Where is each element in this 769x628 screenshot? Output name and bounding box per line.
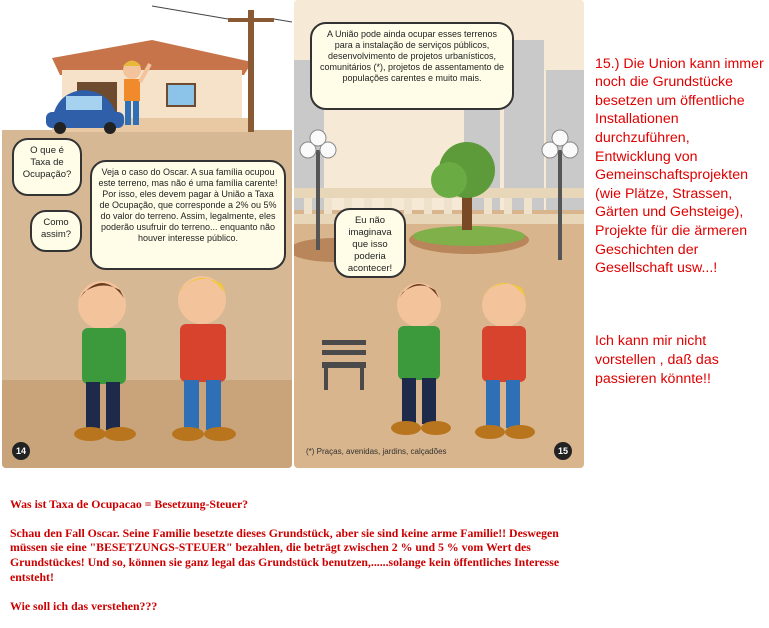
speech-bubble-como xyxy=(30,210,82,252)
page-number-15: 15 xyxy=(554,442,572,460)
comic-panel-14 xyxy=(2,0,292,468)
speech-bubble-narration xyxy=(310,22,514,110)
page-number-14: 14 xyxy=(12,442,30,460)
bubble-explanation-text: Veja o caso do Oscar. A sua família ocupou este terreno, mas não é uma família carente! Por isso, eles devem pagar à União a Taxa de Ocupação, que corresponde a 2% ou 5% do valor do terreno. Assim, legalmente, eles poderão usufruir do terreno... enquanto não houver interesse público. xyxy=(98,167,278,243)
bubble-reply-text: Eu não imaginava que isso poderia acontecer! xyxy=(347,215,393,274)
bottom-annotation xyxy=(10,482,590,628)
bottom-annotation-line2: Schau den Fall Oscar. Seine Familie besetzte dieses Grundstück, aber sie sind keine arme Familie!! Deswegen müssen sie eine "BESETZUNGS-STEUER" bezahlen, die beträgt zwischen 2 % und 5 % vom Wert des Grundstückes! Und so, können sie ganz legal das Grundstück benutzen,......solange kein öffentliches Interesse entsteht! xyxy=(10,525,560,584)
side-annotation-translation: 15.) Die Union kann immer noch die Grundstücke besetzen um öffentliche Installationen durchzuführen, Entwicklung von Gemeinschaftsprojekten (wie Plätze, Strassen, Gärten und Gehsteige), Projekte für die ärmeren Geschichten der Gesellschaft usw...! xyxy=(595,55,764,277)
bubble-question-text: O que é Taxa de Ocupação? xyxy=(22,145,72,180)
comic-panel-15 xyxy=(294,0,584,468)
speech-bubble-explanation xyxy=(90,160,286,270)
bubble-narration-text: A União pode ainda ocupar esses terrenos para a instalação de serviços públicos, desenvolvimento de projetos urbanísticos, comunitários (*), projetos de assentamento de populações carentes e muito mais. xyxy=(319,29,505,83)
speech-bubble-reply xyxy=(334,208,406,278)
bottom-annotation-line1: Was ist Taxa de Ocupacao = Besetzung-Steuer? xyxy=(10,496,249,511)
footnote: (*) Praças, avenidas, jardins, calçadões xyxy=(306,447,447,456)
speech-bubble-question xyxy=(12,138,82,196)
bubble-como-text: Como assim? xyxy=(40,217,72,240)
side-annotation xyxy=(595,36,767,407)
side-annotation-comment: Ich kann mir nicht vorstellen , daß das passieren könnte!! xyxy=(595,333,719,387)
bottom-annotation-line3: Wie soll ich das verstehen??? xyxy=(10,598,158,613)
